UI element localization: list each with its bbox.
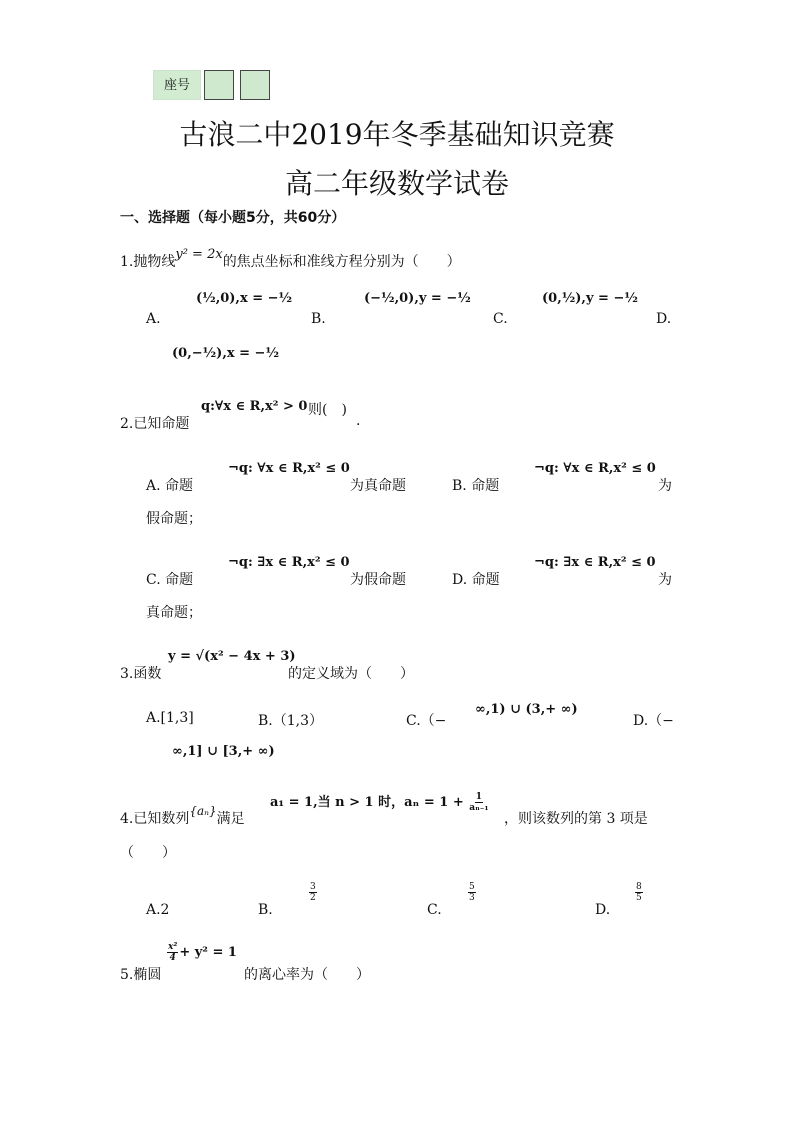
question-1: 1.抛物线y² = 2x的焦点坐标和准线方程分别为（ ） <box>120 247 461 270</box>
q2-option-d-expr: ¬q: ∃x ∈ R,x² ≤ 0 <box>534 555 656 570</box>
q4-option-c-label: C. <box>427 902 442 918</box>
q3-option-a: A.[1,3] <box>146 710 194 726</box>
q2-option-c-post: 为假命题 <box>350 572 406 588</box>
q2-option-b-post2: 假命题； <box>146 511 202 527</box>
q4-post: ，则该数列的第 3 项是 <box>504 811 648 827</box>
q4-option-c-frac: $\frac{5}{3}$ <box>469 882 475 903</box>
q5-post: 的离心率为（ ） <box>244 967 370 983</box>
q2-option-b-post: 为 <box>658 478 672 494</box>
q4-paren: （ ） <box>120 845 176 861</box>
q4-option-d-label: D. <box>595 902 611 918</box>
q2-option-c-label: C. 命题 <box>146 572 194 588</box>
q1-option-d-expr: (0,−½),x = −½ <box>172 346 279 361</box>
q4-condition: a₁ = 1,当 n > 1 时，aₙ = 1 + $\frac{1}{\text{aₙ₋₁}}$ <box>270 792 489 813</box>
q1-option-d-label: D. <box>656 311 672 327</box>
q2-option-c-expr: ¬q: ∃x ∈ R,x² ≤ 0 <box>228 555 350 570</box>
q2-option-b-expr: ¬q: ∀x ∈ R,x² ≤ 0 <box>534 461 656 476</box>
question-5: 5.椭圆 <box>120 967 162 983</box>
q1-option-a-label: A. <box>146 311 161 327</box>
q4-option-a: A.2 <box>146 902 170 918</box>
q1-option-b-label: B. <box>311 311 326 327</box>
q1-option-c-expr: (0,½),y = −½ <box>542 291 638 306</box>
q2-option-a-expr: ¬q: ∀x ∈ R,x² ≤ 0 <box>228 461 350 476</box>
q2-option-a-post: 为真命题 <box>350 478 406 494</box>
q1-option-a-expr: (½,0),x = −½ <box>196 291 293 306</box>
seat-cell[interactable] <box>204 70 234 100</box>
q2-option-a-label: A. 命题 <box>146 478 194 494</box>
q5-expr: $\frac{\text{x²}}{4}$ + y² = 1 <box>168 942 237 963</box>
question-2: 2.已知命题 <box>120 416 190 432</box>
seat-number-box <box>153 70 270 100</box>
seat-label: 座号 <box>153 70 201 100</box>
q1-option-c-label: C. <box>493 311 508 327</box>
q2-dot: . <box>356 413 361 429</box>
q2-expr: q:∀x ∈ R,x² > 0 <box>201 399 308 414</box>
q2-post: 则( ) <box>308 402 347 418</box>
q2-option-d-post: 为 <box>658 572 672 588</box>
q2-option-d-post2: 真命题； <box>146 605 202 621</box>
q4-option-d-frac: $\frac{8}{5}$ <box>636 882 642 903</box>
question-3: 3.函数 <box>120 666 162 682</box>
q4-option-b-label: B. <box>258 902 273 918</box>
section-heading: 一、选择题（每小题5分，共60分） <box>120 210 346 226</box>
q3-option-c-expr: ∞,1) ∪ (3,+ ∞) <box>475 702 578 717</box>
q3-expr: y = √(x² − 4x + 3) <box>168 649 296 664</box>
q4-option-b-frac: $\frac{3}{2}$ <box>310 882 316 903</box>
question-4: 4.已知数列{aₙ}满足 <box>120 804 245 827</box>
q3-option-d-expr: ∞,1] ∪ [3,+ ∞) <box>172 744 275 759</box>
seat-cell[interactable] <box>240 70 270 100</box>
q2-option-b-label: B. 命题 <box>452 478 500 494</box>
page-title: 古浪二中2019年冬季基础知识竞赛 <box>179 118 615 151</box>
q1-option-b-expr: (−½,0),y = −½ <box>364 291 471 306</box>
q3-post: 的定义域为（ ） <box>288 666 414 682</box>
q3-option-c-label: C.（− <box>406 713 447 729</box>
q3-option-b: B.（1,3） <box>258 713 324 729</box>
page-subtitle: 高二年级数学试卷 <box>284 167 509 200</box>
q3-option-d-label: D.（− <box>633 713 674 729</box>
q2-option-d-label: D. 命题 <box>452 572 500 588</box>
